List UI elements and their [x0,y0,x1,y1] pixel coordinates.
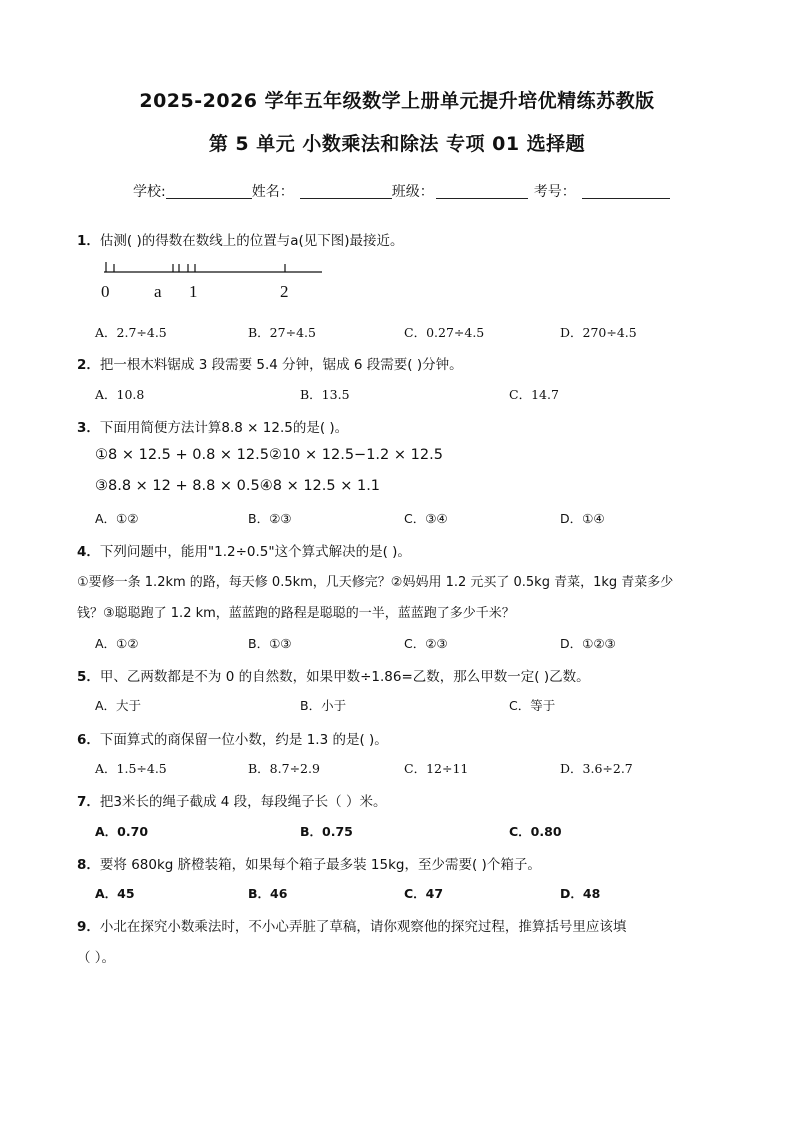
q1-option-c[interactable]: C．0.27÷4.5 [404,325,485,340]
school-label: 学校: [133,184,166,200]
tick-label-a: a [154,282,162,301]
exam-label: 考号： [533,184,576,200]
q6-option-b[interactable]: B．8.7÷2.9 [248,761,320,776]
q7-option-c[interactable]: C．0.80 [509,824,562,839]
q1-option-a[interactable]: A．2.7÷4.5 [95,325,167,340]
tick-label-2: 2 [280,282,289,301]
q4-option-b[interactable]: B．①③ [248,636,292,651]
question-1 [77,229,404,249]
q3-option-c[interactable]: C．③④ [404,511,448,526]
q2-option-b[interactable]: B．13.5 [300,387,350,402]
name-label: 姓名： [251,184,294,200]
q3-option-a[interactable]: A．①② [95,511,139,526]
tick-label-1: 1 [189,282,198,301]
q3-expression-line-1: ①8 × 12.5 + 0.8 × 12.5②10 × 12.5−1.2 × 12.5 [95,447,443,463]
question-7 [77,790,386,810]
question-text: 甲、乙两数都是不为 0 的自然数，如果甲数÷1.86=乙数，那么甲数一定( )乙数。 [99,669,590,685]
question-number: 1． [77,233,100,249]
q8-option-a[interactable]: A．45 [95,886,135,901]
question-text: 把3米长的绳子截成 4 段，每段绳子长（ ）米。 [99,794,387,810]
tick-label-0: 0 [101,282,110,301]
q4-option-a[interactable]: A．①② [95,636,139,651]
number-line [100,258,330,278]
q4-option-d[interactable]: D．①②③ [560,636,616,651]
question-2 [77,353,463,373]
question-number: 2． [77,357,100,373]
question-number: 5． [77,669,100,685]
question-text: 下面算式的商保留一位小数，约是 1.3 的是( )。 [99,732,388,748]
question-number: 8． [77,857,100,873]
exam-blank [582,184,670,199]
question-text: 下面用简便方法计算8.8 × 12.5的是( )。 [99,420,349,436]
q2-option-a[interactable]: A．10.8 [95,387,145,402]
question-3 [77,416,348,436]
q4-scenario-line-2: 钱？③聪聪跑了 1.2 km，蓝蓝跑的路程是聪聪的一半，蓝蓝跑了多少千米？ [77,606,515,621]
q9-answer-blank: （ ）。 [77,950,116,966]
q5-option-c[interactable]: C．等于 [509,698,556,713]
question-text: 下列问题中，能用"1.2÷0.5"这个算式解决的是( )。 [99,544,411,560]
q8-option-d[interactable]: D．48 [560,886,601,901]
question-number: 7． [77,794,100,810]
question-number: 6． [77,732,100,748]
q8-option-c[interactable]: C．47 [404,886,444,901]
question-number: 3． [77,420,100,436]
name-blank [300,184,392,199]
q3-option-d[interactable]: D．①④ [560,511,605,526]
question-4 [77,540,411,560]
q3-expression-line-2: ③8.8 × 12 + 8.8 × 0.5④8 × 12.5 × 1.1 [95,478,381,494]
question-number: 9． [77,919,100,935]
q3-option-b[interactable]: B．②③ [248,511,292,526]
q5-option-b[interactable]: B．小于 [300,698,347,713]
q4-option-c[interactable]: C．②③ [404,636,448,651]
question-text: 把一根木料锯成 3 段需要 5.4 分钟，锯成 6 段需要( )分钟。 [99,357,463,373]
class-label: 班级： [391,184,434,200]
q6-option-c[interactable]: C．12÷11 [404,761,469,776]
q1-option-b[interactable]: B．27÷4.5 [248,325,316,340]
q1-option-d[interactable]: D．270÷4.5 [560,325,637,340]
worksheet-title: 2025-2026 学年五年级数学上册单元提升培优精练苏教版 [139,90,655,112]
worksheet-subtitle: 第 5 单元 小数乘法和除法 专项 01 选择题 [208,133,586,155]
q7-option-b[interactable]: B．0.75 [300,824,353,839]
q7-option-a[interactable]: A．0.70 [95,824,149,839]
question-text: 要将 680kg 脐橙装箱，如果每个箱子最多装 15kg，至少需要( )个箱子。 [99,857,541,873]
q6-option-d[interactable]: D．3.6÷2.7 [560,761,633,776]
number-line-figure [100,258,330,308]
question-9 [77,915,626,935]
q4-scenario-line-1: ①要修一条 1.2km 的路，每天修 0.5km，几天修完？②妈妈用 1.2 元买了 0.5kg 青菜，1kg 青菜多少 [77,575,674,590]
student-info-row [133,181,670,201]
question-text: 小北在探究小数乘法时，不小心弄脏了草稿，请你观察他的探究过程，推算括号里应该填 [99,919,627,935]
q8-option-b[interactable]: B．46 [248,886,288,901]
q2-option-c[interactable]: C．14.7 [509,387,559,402]
q6-option-a[interactable]: A．1.5÷4.5 [95,761,167,776]
question-8 [77,853,541,873]
question-6 [77,728,388,748]
question-5 [77,665,590,685]
question-number: 4． [77,544,100,560]
q5-option-a[interactable]: A．大于 [95,698,142,713]
question-text: 估测( )的得数在数线上的位置与a(见下图)最接近。 [99,233,404,249]
class-blank [436,184,528,199]
school-blank [166,184,252,199]
